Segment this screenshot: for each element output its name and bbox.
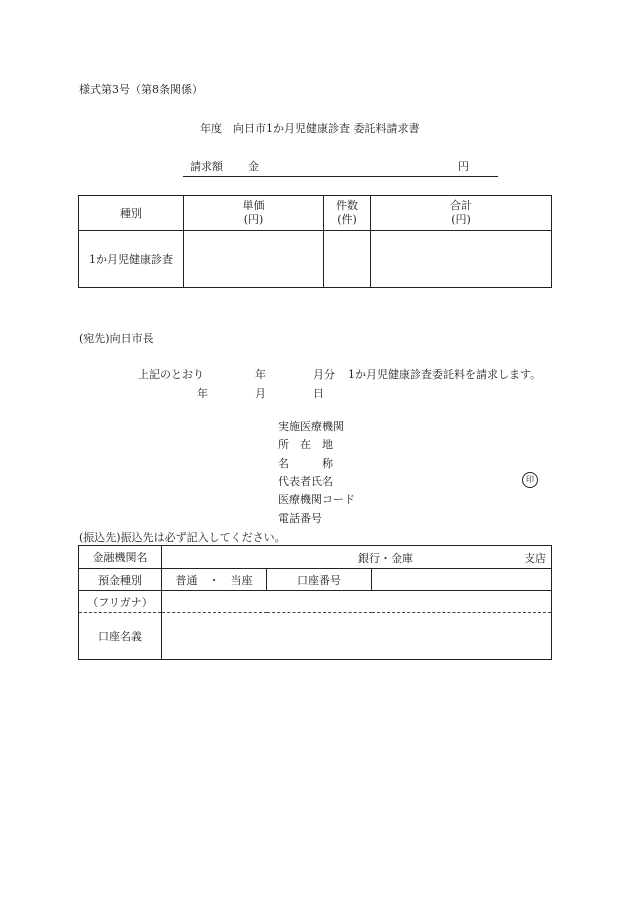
bank-name-label: 金融機関名 [79, 546, 162, 569]
deposit-row [79, 569, 552, 591]
holder-cell[interactable] [162, 613, 552, 660]
request-prefix: 上記のとおり [138, 368, 204, 381]
institution-code-label: 医療機関コード [278, 493, 355, 506]
claim-yen-label: 円 [458, 160, 469, 173]
bank-row [79, 546, 552, 569]
account-number-cell[interactable] [372, 569, 552, 591]
addressee: (宛先)向日市長 [79, 332, 154, 345]
furigana-row [79, 591, 552, 613]
bank-name-cell[interactable] [162, 546, 552, 569]
institution-representative-label: 代表者氏名 [278, 475, 333, 488]
institution-phone-label: 電話番号 [278, 512, 322, 525]
document-title: 年度 向日市1か月児健康診査 委託料請求書 [200, 122, 420, 135]
request-text: 1か月児健康診査委託料を請求します。 [348, 368, 542, 381]
form-number: 様式第3号（第8条関係） [79, 83, 203, 96]
claim-amount-label: 請求額 [190, 160, 223, 173]
fee-table [78, 195, 552, 288]
holder-label: 口座名義 [79, 613, 162, 660]
fee-table-header-row [79, 196, 552, 231]
header-unit-price: 単価 (円) [184, 196, 324, 231]
deposit-type-options[interactable]: 普通 ・ 当座 [162, 569, 267, 591]
institution-address-label: 所 在 地 [278, 438, 333, 451]
bank-suffix: 銀行・金庫 [358, 552, 413, 565]
row-unit-price-cell[interactable] [184, 231, 324, 288]
date-month: 月 [255, 387, 266, 400]
bank-note: (振込先)振込先は必ず記入してください。 [79, 531, 286, 544]
date-day: 日 [313, 387, 324, 400]
claim-kin-label: 金 [248, 160, 259, 173]
furigana-cell[interactable] [162, 591, 552, 613]
fee-table-row [79, 231, 552, 288]
request-year: 年 [255, 368, 266, 381]
deposit-type-label: 預金種別 [79, 569, 162, 591]
institution-name-label: 名 称 [278, 457, 333, 470]
claim-amount-underline [183, 176, 498, 177]
request-month: 月分 [313, 368, 335, 381]
row-total-cell[interactable] [371, 231, 552, 288]
furigana-label: （フリガナ） [79, 591, 162, 613]
header-type: 種別 [79, 196, 184, 231]
holder-row [79, 613, 552, 660]
header-total: 合計 (円) [371, 196, 552, 231]
date-year: 年 [197, 387, 208, 400]
row-count-cell[interactable] [324, 231, 371, 288]
row-type: 1か月児健康診査 [79, 231, 184, 288]
account-number-label: 口座番号 [267, 569, 372, 591]
seal-mark-icon: 印 [522, 472, 538, 488]
header-count: 件数 (件) [324, 196, 371, 231]
institution-heading: 実施医療機関 [278, 420, 344, 433]
bank-table [78, 545, 552, 660]
branch-suffix: 支店 [524, 552, 546, 565]
